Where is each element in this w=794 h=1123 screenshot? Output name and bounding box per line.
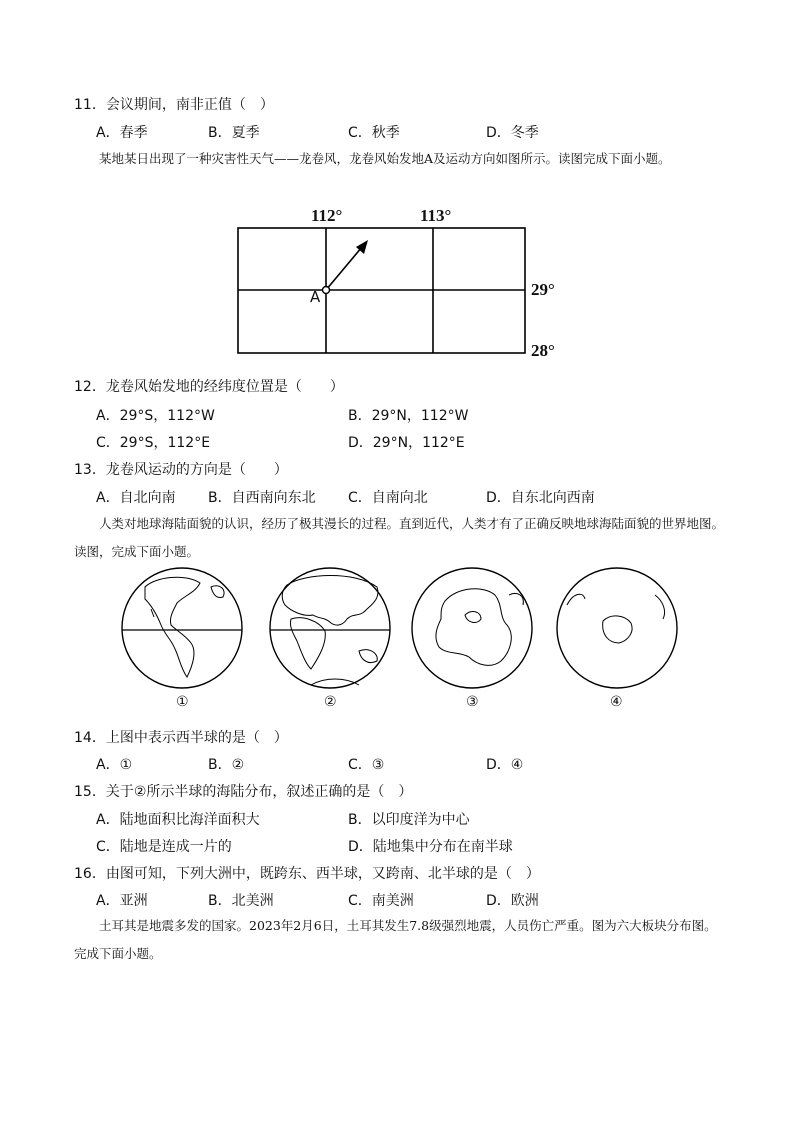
globe-2 xyxy=(270,568,390,688)
q16-option-d: D．欧洲 xyxy=(486,893,539,909)
q15-option-a: A．陆地面积比海洋面积大 xyxy=(96,812,260,828)
q12-option-d: D．29°N，112°E xyxy=(348,435,465,451)
q12-stem: 12．龙卷风始发地的经纬度位置是（ ） xyxy=(74,379,344,395)
q16-option-a: A．亚洲 xyxy=(96,893,148,909)
q11-option-d: D．冬季 xyxy=(486,125,539,141)
globe-4 xyxy=(557,568,677,688)
q16-option-c: C．南美洲 xyxy=(348,893,414,909)
intro-hemispheres: 人类对地球海陆面貌的认识，经历了极其漫长的过程。直到近代，人类才有了正确反映地球海陆面貌的世界地图。读图，完成下面小题。 xyxy=(74,516,725,559)
q11-stem: 11．会议期间，南非正值（ ） xyxy=(74,97,274,113)
globe-3-label: ③ xyxy=(466,694,479,710)
q12-option-b: B．29°N，112°W xyxy=(348,408,469,424)
q13-stem: 13．龙卷风运动的方向是（ ） xyxy=(74,462,288,478)
label-29: 29° xyxy=(531,280,555,299)
globe-3 xyxy=(412,568,532,688)
point-a-label: A xyxy=(310,288,321,306)
label-112: 112° xyxy=(311,206,343,225)
q15-stem: 15．关于②所示半球的海陆分布，叙述正确的是（ ） xyxy=(74,784,413,800)
q14-option-d: D．④ xyxy=(486,757,524,773)
lat-lon-grid xyxy=(230,220,535,360)
q14-option-a: A．① xyxy=(96,757,133,773)
label-28: 28° xyxy=(531,341,555,360)
q15-option-d: D．陆地集中分布在南半球 xyxy=(348,839,513,855)
q15-option-b: B．以印度洋为中心 xyxy=(348,812,470,828)
q14-option-c: C．③ xyxy=(348,757,385,773)
globe-2-label: ② xyxy=(324,694,337,710)
globe-1 xyxy=(122,568,242,688)
q15-option-c: C．陆地是连成一片的 xyxy=(96,839,232,855)
globe-1-label: ① xyxy=(176,694,189,710)
q16-stem: 16．由图可知，下列大洲中，既跨东、西半球，又跨南、北半球的是（ ） xyxy=(74,866,540,882)
q14-stem: 14．上图中表示西半球的是（ ） xyxy=(74,730,288,746)
globe-4-label: ④ xyxy=(610,694,623,710)
q13-option-c: C．自南向北 xyxy=(348,490,428,506)
q13-option-a: A．自北向南 xyxy=(96,490,176,506)
hemisphere-globes xyxy=(115,565,715,695)
intro-earthquake: 土耳其是地震多发的国家。2023年2月6日，土耳其发生7.8级强烈地震，人员伤亡严重。图为六大板块分布图。完成下面小题。 xyxy=(74,918,717,961)
q12-option-c: C．29°S，112°E xyxy=(96,435,211,451)
point-a-marker xyxy=(323,287,330,294)
q11-option-c: C．秋季 xyxy=(348,125,400,141)
label-113: 113° xyxy=(420,206,452,225)
intro-tornado: 某地某日出现了一种灾害性天气——龙卷风，龙卷风始发地A及运动方向如图所示。读图完成下面小题。 xyxy=(99,151,671,166)
q13-option-d: D．自东北向西南 xyxy=(486,490,595,506)
q11-option-a: A．春季 xyxy=(96,125,148,141)
q11-option-b: B．夏季 xyxy=(208,125,260,141)
q12-option-a: A．29°S，112°W xyxy=(96,408,215,424)
direction-arrow xyxy=(326,247,362,290)
q14-option-b: B．② xyxy=(208,757,245,773)
q13-option-b: B．自西南向东北 xyxy=(208,490,316,506)
q16-option-b: B．北美洲 xyxy=(208,893,274,909)
